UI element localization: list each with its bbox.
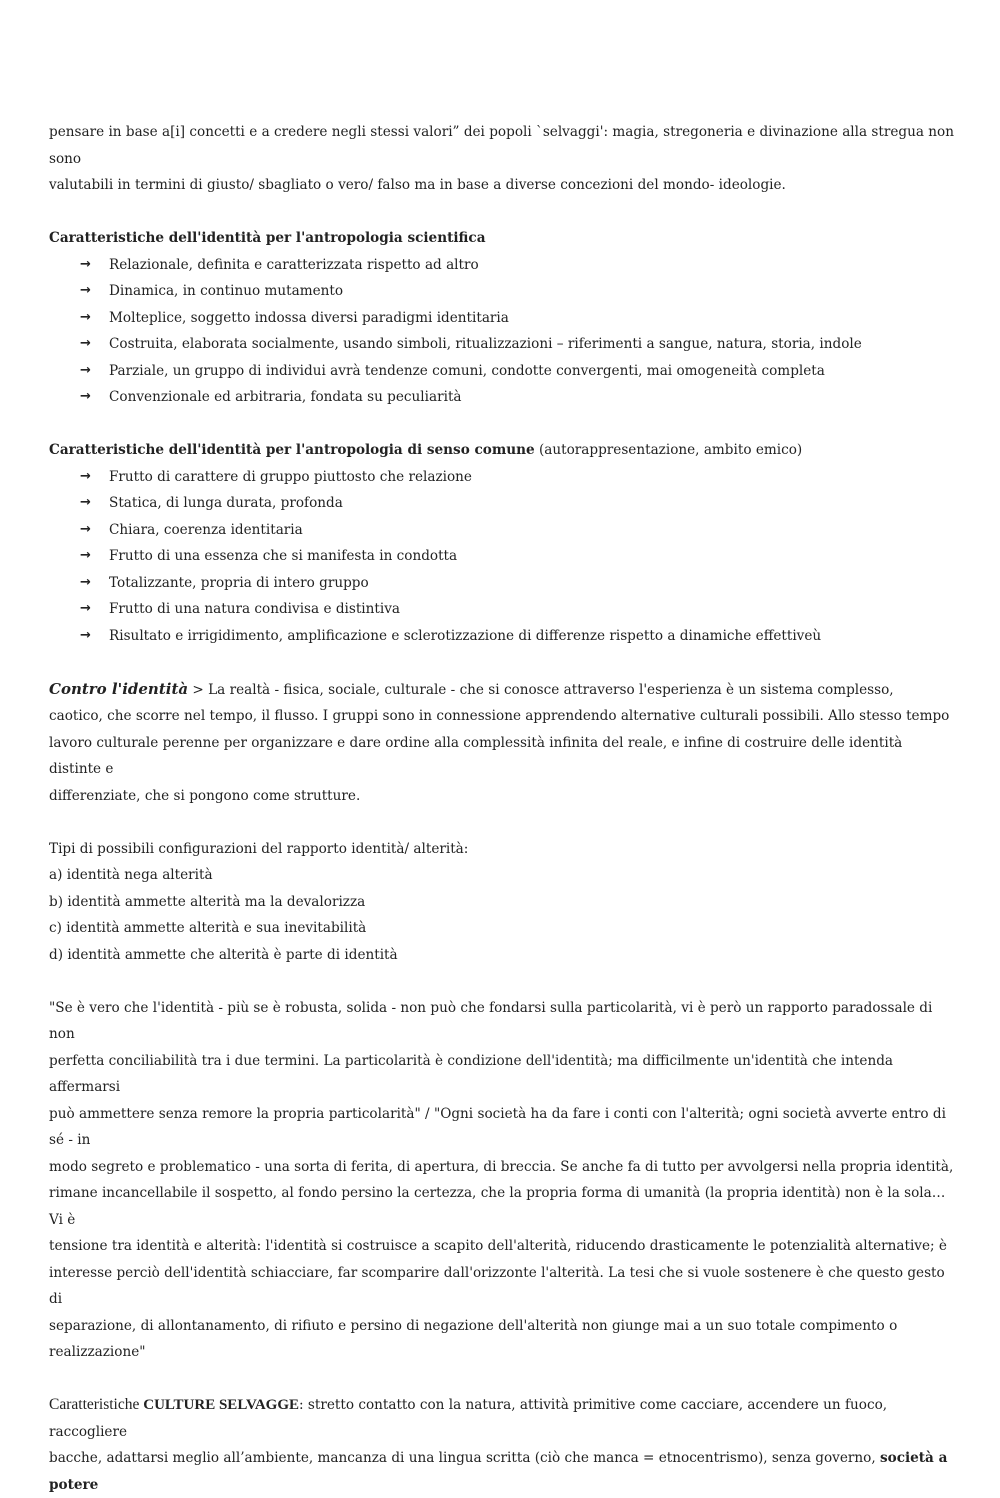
arrow-right-icon: →	[80, 574, 91, 590]
arrow-right-icon: →	[80, 362, 91, 378]
culture-selvagge-label: CULTURE SELVAGGE	[143, 1397, 300, 1413]
culture-paragraph: Caratteristiche CULTURE SELVAGGE: stretto contatto con la natura, attività primitive come cacciare, accendere un fuoco, raccogliere bacche, adattarsi meglio all’ambiente, mancanza di una lingua scritta (ciò che manca = etnocentrismo), senza governo, società a potere	[49, 1396, 948, 1493]
tipi-item: d) identità ammette che alterità è parte di identità	[49, 946, 398, 963]
senso-comune-heading: Caratteristiche dell'identità per l'antropologia di senso comune (autorappresentazione, ambito emico)	[49, 442, 803, 458]
arrow-right-icon: →	[80, 495, 91, 510]
list-item: → Costruita, elaborata socialmente, usando simboli, ritualizzazioni – riferimenti a sangue, natura, storia, indole	[49, 331, 954, 358]
tipi-heading: Tipi di possibili configurazioni del rapporto identità/ alterità:	[49, 840, 469, 857]
list-item: → Convenzionale ed arbitraria, fondata su peculiarità	[49, 384, 954, 411]
arrow-right-icon: →	[80, 389, 91, 404]
intro-line-1: pensare in base a[i] concetti e a credere negli stessi valori” dei popoli `selvaggi': magia, stregoneria e divinazione alla stregua non sono	[49, 124, 954, 167]
tipi-paragraph	[49, 836, 954, 969]
arrow-right-icon: →	[80, 548, 91, 563]
list-item: → Risultato e irrigidimento, amplificazione e sclerotizzazione di differenze rispetto a dinamiche effettiveù	[49, 623, 954, 650]
contro-paragraph: Contro l'identità > La realtà - fisica, sociale, culturale - che si conosce attraverso l'esperienza è un sistema complesso, caotico, che scorre nel tempo, il flusso. I gruppi sono in connessione apprendendo alternative culturali possibili. Allo stesso tempo lavoro culturale perenne per organizzare e dare ordine alla complessità infinita del reale, e infine di costruire delle identità distinte e differenziate, che si pongono come strutture.	[49, 679, 950, 804]
list-item: → Statica, di lunga durata, profonda	[49, 490, 954, 517]
arrow-right-icon: →	[80, 601, 91, 616]
tipi-item: b) identità ammette alterità ma la devalorizza	[49, 893, 366, 910]
arrow-right-icon: →	[80, 627, 91, 643]
list-item: → Frutto di una natura condivisa e distintiva	[49, 596, 954, 623]
arrow-right-icon: →	[80, 283, 91, 298]
list-item: → Frutto di carattere di gruppo piuttosto che relazione	[49, 464, 954, 491]
arrow-right-icon: →	[80, 309, 91, 325]
list-item: → Dinamica, in continuo mutamento	[49, 278, 954, 305]
list-item: → Frutto di una essenza che si manifesta in condotta	[49, 543, 954, 570]
quote-paragraph: "Se è vero che l'identità - più se è robusta, solida - non può che fondarsi sulla particolarità, vi è però un rapporto paradossale di non perfetta conciliabilità tra i due termini. La particolarità è condizione dell'identità; ma difficilmente un'identità che intenda affermarsi può ammettere senza remore la propria particolarità" / "Ogni società ha da fare i conti con l'alterità; ogni società avverte entro di sé - in modo segreto e problematico - una sorta di ferita, di apertura, di breccia. Se anche fa di tutto per avvolgersi nella propria identità, rimane incancellabile il sospetto, al fondo persino la certezza, che la propria forma di umanità (la propria identità) non è la sola… Vi è tensione tra identità e alterità: l'identità si costruisce a scapito dell'alterità, riducendo drasticamente le potenzialità alternative; è interesse perciò dell'identità schiacciare, far scomparire dall'orizzonte l'alterità. La tesi che si vuole sostenere è che questo gesto di separazione, di allontanamento, di rifiuto e persino di negazione dell'alterità non giunge mai a un suo totale compimento o realizzazione"	[49, 999, 954, 1360]
intro-line-2: valutabili in termini di giusto/ sbagliato o vero/ falso ma in base a diverse concezioni del mondo- ideologie.	[49, 177, 786, 193]
scientifica-heading: Caratteristiche dell'identità per l'antropologia scientifica	[49, 230, 486, 246]
list-item: → Totalizzante, propria di intero gruppo	[49, 570, 954, 597]
arrow-right-icon: →	[80, 521, 91, 537]
tipi-item: c) identità ammette alterità e sua inevitabilità	[49, 920, 367, 936]
scientifica-list	[49, 252, 954, 411]
intro-paragraph	[49, 119, 954, 199]
list-item: → Parziale, un gruppo di individui avrà tendenze comuni, condotte convergenti, mai omogeneità completa	[49, 358, 954, 385]
arrow-right-icon: →	[80, 256, 91, 272]
arrow-right-icon: →	[80, 336, 91, 351]
contro-title: Contro l'identità	[49, 679, 189, 698]
arrow-right-icon: →	[80, 468, 91, 484]
tipi-item: a) identità nega alterità	[49, 867, 213, 883]
senso-comune-list	[49, 464, 954, 650]
list-item: → Relazionale, definita e caratterizzata rispetto ad altro	[49, 252, 954, 279]
list-item: → Molteplice, soggetto indossa diversi paradigmi identitaria	[49, 305, 954, 332]
list-item: → Chiara, coerenza identitaria	[49, 517, 954, 544]
